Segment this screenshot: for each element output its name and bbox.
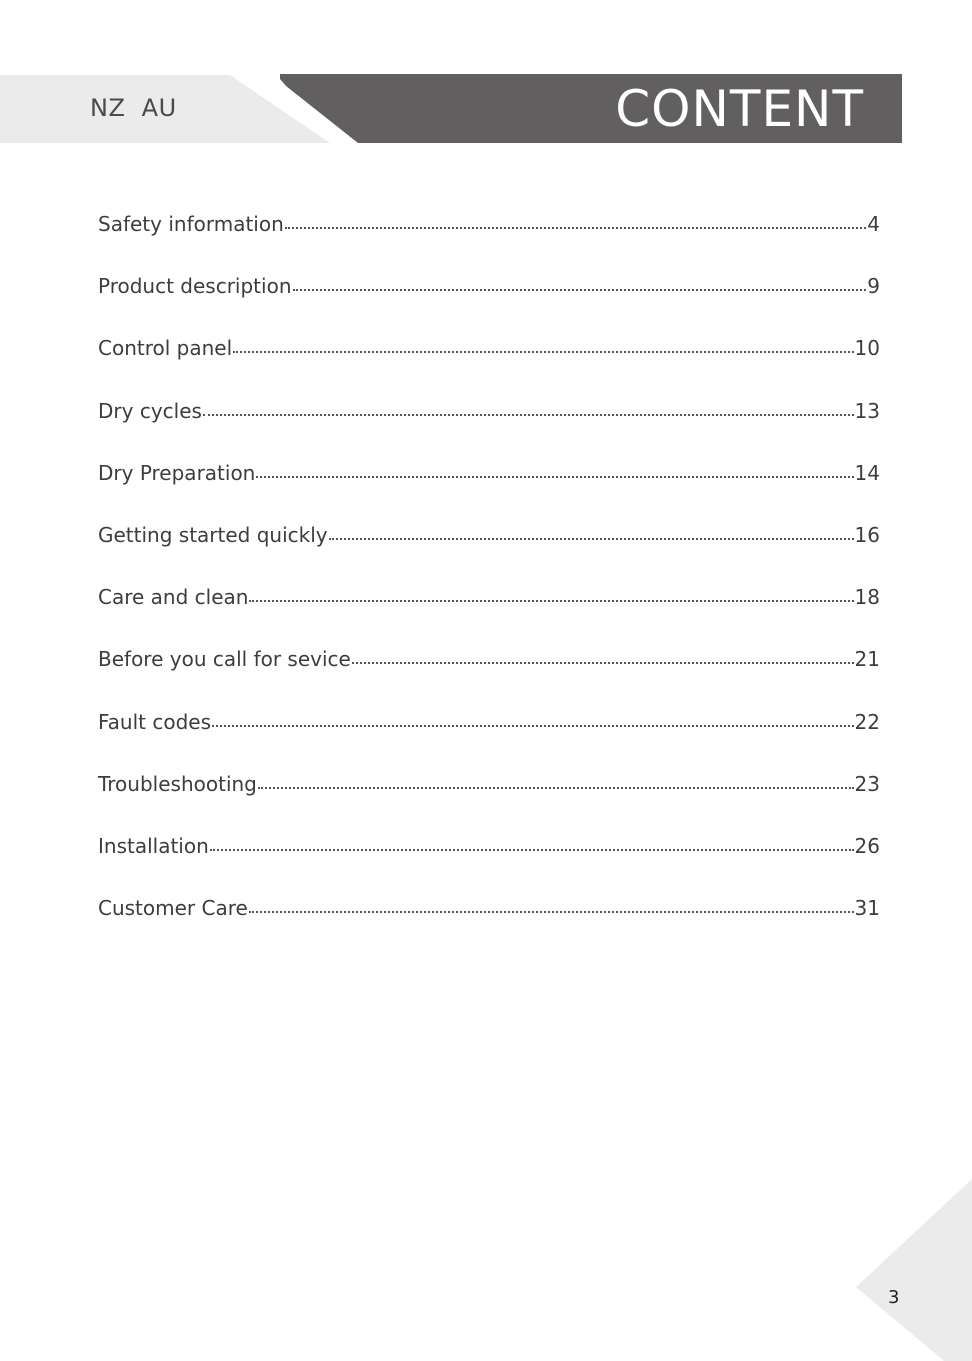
toc-item-label: Dry cycles [98, 398, 202, 423]
toc-item-label: Before you call for sevice [98, 647, 351, 672]
toc-item-label: Safety information [98, 212, 284, 236]
toc-leader-dots [233, 351, 853, 353]
toc-leader-dots [249, 911, 854, 913]
toc-item-fault-codes[interactable] [98, 710, 880, 772]
toc-item-dry-preparation[interactable] [98, 461, 880, 523]
toc-item-label: Care and clean [98, 585, 249, 610]
toc-leader-dots [285, 227, 867, 229]
toc-item-page: 23 [854, 771, 880, 796]
toc-leader-dots [210, 849, 854, 851]
toc-item-page: 4 [867, 212, 880, 236]
toc-leader-dots [352, 662, 854, 664]
corner-page-tab [856, 1179, 972, 1361]
toc-item-page: 10 [854, 336, 880, 361]
page-title: CONTENT [615, 80, 864, 138]
toc-leader-dots [293, 289, 867, 291]
toc-leader-dots [258, 787, 854, 789]
toc-item-installation[interactable] [98, 834, 880, 896]
toc-item-dry-cycles[interactable] [98, 399, 880, 461]
toc-item-page: 16 [854, 522, 880, 547]
toc-item-label: Product description [98, 274, 292, 299]
toc-item-label: Troubleshooting [98, 771, 257, 796]
toc-item-product-description[interactable] [98, 274, 880, 336]
toc-item-label: Installation [98, 833, 209, 858]
page-number: 3 [888, 1287, 900, 1308]
toc-item-page: 31 [854, 896, 880, 921]
toc-item-page: 22 [854, 709, 880, 734]
toc-leader-dots [256, 476, 853, 478]
toc-item-label: Control panel [98, 336, 233, 361]
toc-item-label: Customer Care [98, 896, 248, 921]
toc-item-page: 9 [867, 274, 880, 299]
toc-item-page: 21 [854, 647, 880, 672]
toc-leader-dots [249, 600, 853, 602]
toc-item-control-panel[interactable] [98, 336, 880, 398]
toc-item-label: Dry Preparation [98, 460, 256, 485]
toc-leader-dots [329, 538, 854, 540]
toc-item-label: Fault codes [98, 709, 212, 734]
toc-item-safety-information[interactable] [98, 212, 880, 274]
table-of-contents [98, 212, 880, 958]
region-label: NZ AU [90, 94, 177, 122]
toc-leader-dots [212, 725, 854, 727]
toc-item-before-you-call-for-service[interactable] [98, 647, 880, 709]
toc-item-care-and-clean[interactable] [98, 585, 880, 647]
toc-item-getting-started-quickly[interactable] [98, 523, 880, 585]
toc-item-troubleshooting[interactable] [98, 772, 880, 834]
toc-leader-dots [203, 414, 854, 416]
toc-item-page: 26 [854, 833, 880, 858]
toc-item-page: 18 [854, 585, 880, 610]
toc-item-page: 13 [854, 398, 880, 423]
toc-item-label: Getting started quickly [98, 522, 328, 547]
toc-item-page: 14 [854, 460, 880, 485]
toc-item-customer-care[interactable] [98, 896, 880, 958]
